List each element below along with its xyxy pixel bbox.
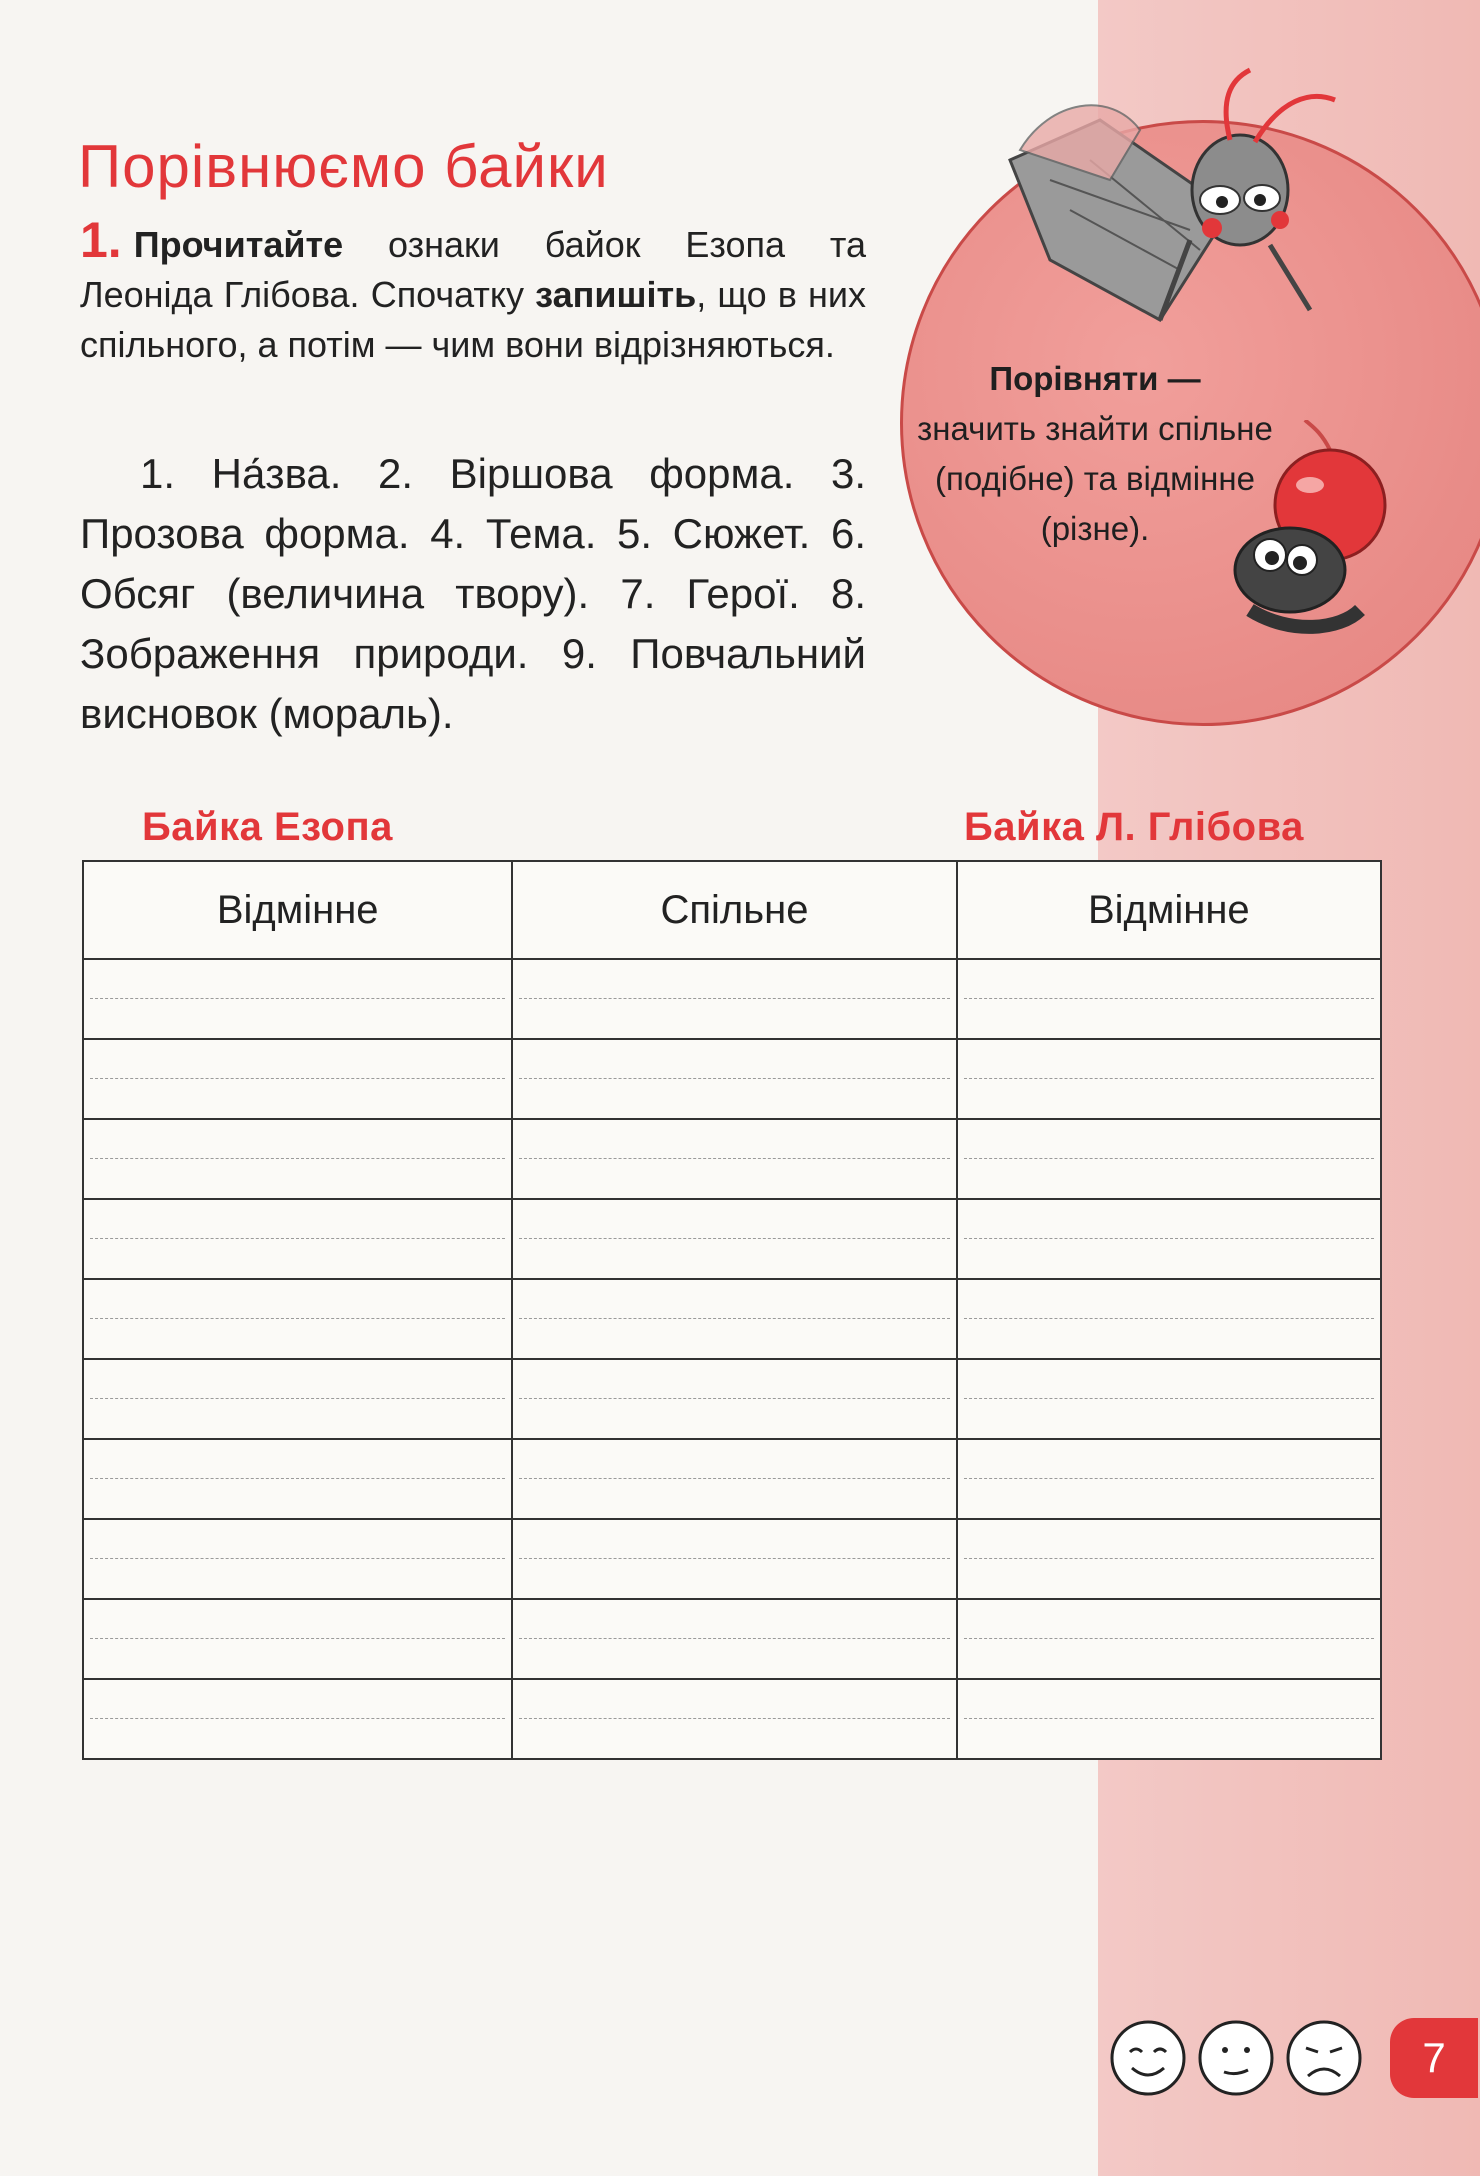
grasshopper-icon	[990, 60, 1370, 330]
writing-cell[interactable]	[83, 1279, 512, 1359]
features-list	[80, 444, 866, 744]
caption-aesop: Байка Езопа	[142, 805, 393, 849]
writing-cell[interactable]	[83, 1039, 512, 1119]
task-text-1: ознаки байок Езопа та Леоніда Глібова. Спочатку	[80, 224, 866, 315]
writing-cell[interactable]	[957, 1279, 1381, 1359]
header-hlibov-differences: Відмінне	[957, 861, 1381, 959]
table-row	[83, 959, 1381, 1039]
writing-cell[interactable]	[83, 1599, 512, 1679]
writing-cell[interactable]	[957, 959, 1381, 1039]
writing-cell[interactable]	[512, 1679, 956, 1759]
writing-cell[interactable]	[83, 1439, 512, 1519]
writing-cell[interactable]	[512, 1439, 956, 1519]
caption-hlibov: Байка Л. Глібова	[964, 805, 1304, 849]
definition-rest: значить знайти спільне (подібне) та відмінне (різне).	[917, 410, 1273, 547]
writing-cell[interactable]	[512, 959, 956, 1039]
writing-cell[interactable]	[957, 1039, 1381, 1119]
ant-icon	[1210, 420, 1400, 650]
definition-term: Порівняти —	[989, 360, 1201, 397]
writing-cell[interactable]	[83, 1519, 512, 1599]
writing-cell[interactable]	[512, 1119, 956, 1199]
task-verb-write: запишіть	[535, 274, 697, 315]
table-row	[83, 1119, 1381, 1199]
table-row	[83, 1519, 1381, 1599]
table-row	[83, 1199, 1381, 1279]
table-row	[83, 1679, 1381, 1759]
sad-face-icon[interactable]	[1284, 2018, 1364, 2098]
writing-cell[interactable]	[957, 1199, 1381, 1279]
header-aesop-differences: Відмінне	[83, 861, 512, 959]
writing-cell[interactable]	[83, 1199, 512, 1279]
features-text: 1. На́зва. 2. Віршова форма. 3. Прозова форма. 4. Тема. 5. Сюжет. 6. Обсяг (величина твору). 7. Герої. 8. Зображення природи. 9. Повчальний висновок (мораль).	[80, 450, 866, 737]
writing-cell[interactable]	[512, 1599, 956, 1679]
writing-cell[interactable]	[83, 959, 512, 1039]
comparison-table	[82, 860, 1382, 1760]
task-instruction	[80, 212, 866, 370]
table-row	[83, 1359, 1381, 1439]
page-number: 7	[1390, 2018, 1478, 2098]
writing-cell[interactable]	[957, 1439, 1381, 1519]
smile-face-icon[interactable]	[1108, 2018, 1188, 2098]
page-title: Порівнюємо байки	[78, 133, 609, 201]
writing-cell[interactable]	[512, 1519, 956, 1599]
writing-cell[interactable]	[957, 1359, 1381, 1439]
writing-cell[interactable]	[957, 1679, 1381, 1759]
writing-cell[interactable]	[83, 1359, 512, 1439]
writing-cell[interactable]	[957, 1599, 1381, 1679]
neutral-face-icon[interactable]	[1196, 2018, 1276, 2098]
writing-cell[interactable]	[512, 1359, 956, 1439]
writing-cell[interactable]	[512, 1199, 956, 1279]
writing-cell[interactable]	[83, 1119, 512, 1199]
writing-cell[interactable]	[957, 1119, 1381, 1199]
writing-cell[interactable]	[83, 1679, 512, 1759]
task-verb-read: Прочитайте	[133, 224, 344, 265]
writing-cell[interactable]	[957, 1519, 1381, 1599]
header-common: Спільне	[512, 861, 956, 959]
table-row	[83, 1039, 1381, 1119]
task-text-2: , що в них спільного, а потім — чим вони відрізняються.	[80, 274, 866, 365]
table-header-row	[83, 861, 1381, 959]
task-number: 1.	[80, 212, 122, 268]
table-row	[83, 1439, 1381, 1519]
writing-cell[interactable]	[512, 1279, 956, 1359]
table-row	[83, 1599, 1381, 1679]
table-row	[83, 1279, 1381, 1359]
writing-cell[interactable]	[512, 1039, 956, 1119]
